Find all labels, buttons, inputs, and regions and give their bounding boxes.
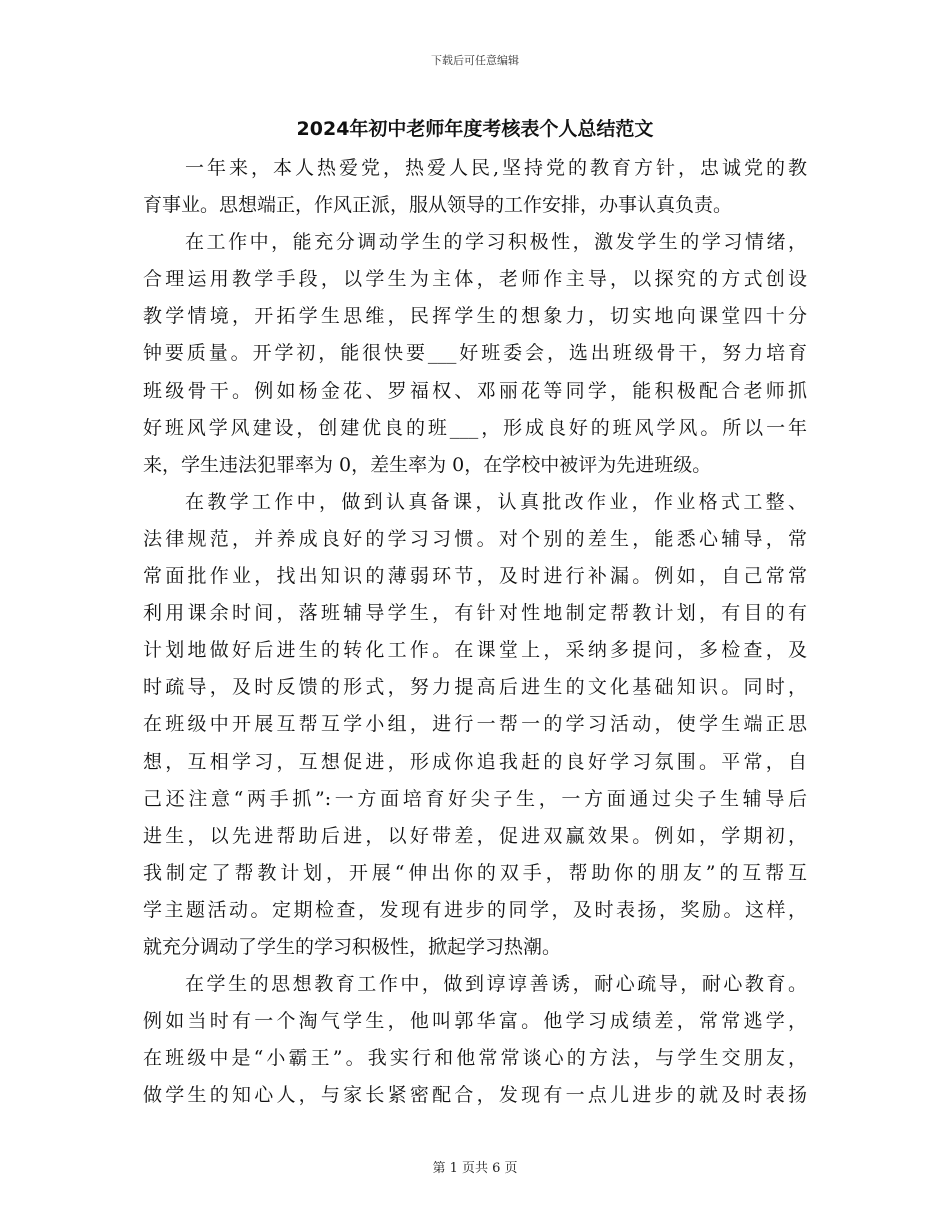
body-text-line: 教学情境，开拓学生思维，民挥学生的想象力，切实地向课堂四十分: [143, 305, 807, 328]
body-text-line: 想，互相学习，互想促进，形成你追我赶的良好学习氛围。平常，自: [143, 750, 807, 773]
body-text-line: 在工作中，能充分调动学生的学习积极性，激发学生的学习情绪，: [185, 231, 807, 254]
page-header-note: 下载后可任意编辑: [431, 54, 519, 67]
body-text-line: 利用课余时间，落班辅导学生，有针对性地制定帮教计划，有目的有: [143, 602, 807, 625]
body-text-line: 常面批作业，找出知识的薄弱环节，及时进行补漏。例如，自己常常: [143, 565, 807, 588]
document-title: 2024年初中老师年度考核表个人总结范文: [296, 118, 654, 140]
body-text-line: 来，学生违法犯罪率为 0，差生率为 0，在学校中被评为先进班级。: [143, 453, 712, 476]
body-text-line: 在班级中开展互帮互学小组，进行一帮一的学习活动，使学生端正思: [143, 713, 807, 736]
body-text-line: 在教学工作中，做到认真备课，认真批改作业，作业格式工整、: [185, 490, 807, 513]
body-text-line: 钟要质量。开学初，能很快要___好班委会，选出班级骨干，努力培育: [143, 342, 807, 365]
body-text-line: 时疏导，及时反馈的形式，努力提高后进生的文化基础知识。同时，: [143, 676, 807, 699]
body-text-line: 计划地做好后进生的转化工作。在课堂上，采纳多提问，多检查，及: [143, 639, 807, 662]
body-text-line: 好班风学风建设，创建优良的班___，形成良好的班风学风。所以一年: [143, 416, 807, 439]
body-text-line: 在学生的思想教育工作中，做到谆谆善诱，耐心疏导，耐心教育。: [185, 973, 807, 996]
body-text-line: 合理运用教学手段，以学生为主体，老师作主导，以探究的方式创设: [143, 268, 807, 291]
body-text-line: 做学生的知心人，与家长紧密配合，发现有一点儿进步的就及时表扬: [143, 1084, 807, 1107]
body-text-line: 在班级中是“小霸王”。我实行和他常常谈心的方法，与学生交朋友，: [143, 1047, 807, 1070]
body-text-line: 学主题活动。定期检查，发现有进步的同学，及时表扬，奖励。这样，: [143, 898, 807, 921]
body-text-line: 法律规范，并养成良好的学习习惯。对个别的差生，能悉心辅导，常: [143, 527, 807, 550]
body-text-line: 就充分调动了学生的学习积极性，掀起学习热潮。: [143, 935, 562, 958]
body-text-line: 己还注意“两手抓”:一方面培育好尖子生，一方面通过尖子生辅导后: [143, 787, 807, 810]
body-text-line: 班级骨干。例如杨金花、罗福权、邓丽花等同学，能积极配合老师抓: [143, 379, 807, 402]
page-footer: 第 1 页共 6 页: [432, 1161, 518, 1176]
body-text-line: 例如当时有一个淘气学生，他叫郭华富。他学习成绩差，常常逃学，: [143, 1010, 807, 1033]
body-text-line: 一年来，本人热爱党，热爱人民,坚持党的教育方针，忠诚党的教: [185, 157, 807, 179]
document-body: [143, 150, 807, 1114]
body-text-line: 育事业。思想端正，作风正派，服从领导的工作安排，办事认真负责。: [143, 194, 733, 217]
body-text-line: 进生，以先进帮助后进，以好带差，促进双赢效果。例如，学期初，: [143, 824, 807, 847]
body-text-line: 我制定了帮教计划，开展“伸出你的双手，帮助你的朋友”的互帮互: [143, 861, 807, 884]
